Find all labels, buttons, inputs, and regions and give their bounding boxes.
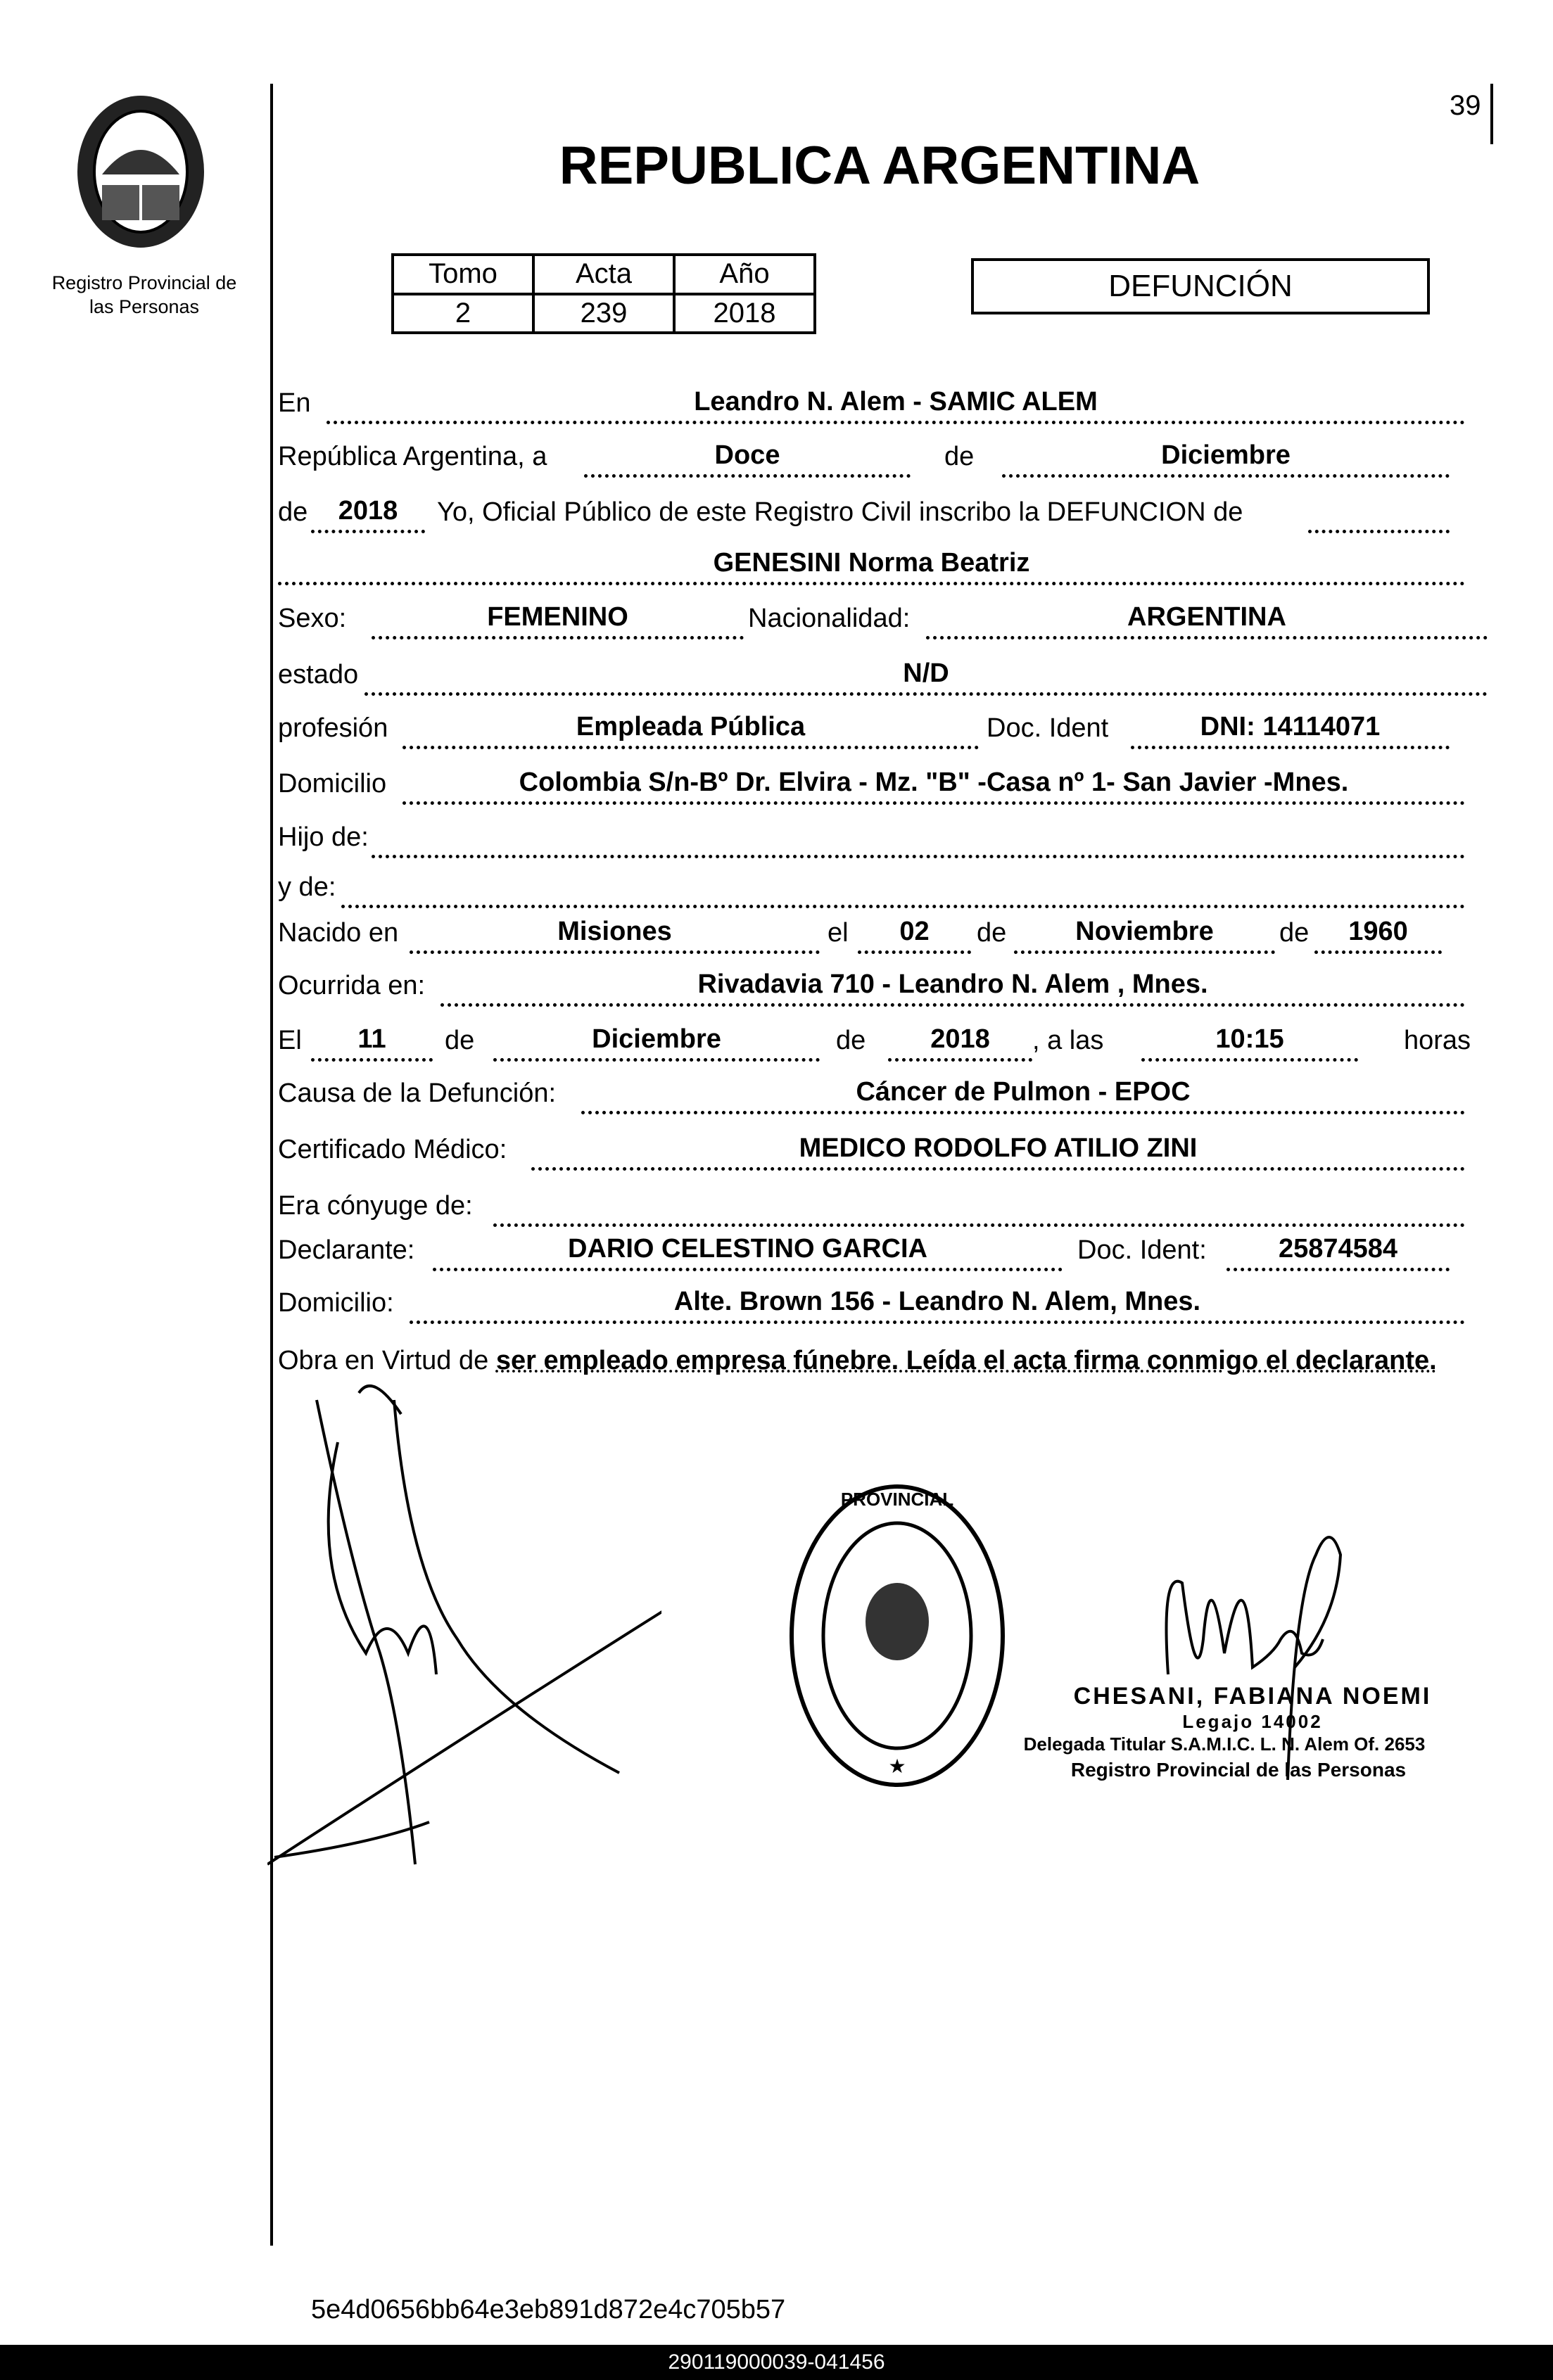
field-hijo [372,820,1465,858]
field-fallec-hora: 10:15 [1141,1023,1358,1062]
label-inscribo: Yo, Oficial Público de este Registro Civil inscribo la DEFUNCION de [437,497,1243,527]
field-place: Leandro N. Alem - SAMIC ALEM [327,386,1465,424]
row-declarante-domicilio [0,1285,1553,1328]
field-declarante: DARIO CELESTINO GARCIA [433,1233,1063,1271]
row-profesion [0,711,1553,753]
label-declarante: Declarante: [278,1235,415,1265]
registry-name-line1: Registro Provincial de [51,272,237,293]
document-type-box: DEFUNCIÓN [971,258,1430,314]
right-margin-tick [1490,84,1493,144]
official-legajo: Legajo 14002 [1182,1711,1323,1732]
label-declarante-doc: Doc. Ident: [1077,1235,1207,1265]
field-domicilio: Colombia S/n-Bº Dr. Elvira - Mz. "B" -Casa nº 1- San Javier -Mnes. [402,766,1465,805]
row-certificado [0,1132,1553,1174]
value-tomo: 2 [393,294,533,333]
field-sexo: FEMENINO [372,601,744,639]
field-nacido-dia: 02 [858,915,971,954]
header-anio: Año [674,255,815,294]
row-nacido [0,915,1553,957]
row-yde [0,870,1553,912]
label-de: de [977,918,1007,948]
registry-name-line2: las Personas [89,296,200,317]
registry-stamp [785,1477,1010,1794]
row-fecha-defuncion [0,1023,1553,1065]
row-conyuge [0,1188,1553,1230]
header-tomo: Tomo [393,255,533,294]
label-obra: Obra en Virtud de [278,1346,489,1375]
label-hijo: Hijo de: [278,822,369,852]
field-year: 2018 [311,495,425,533]
label-yde: y de: [278,872,336,902]
field-declarante-domicilio: Alte. Brown 156 - Leandro N. Alem, Mnes. [410,1285,1465,1324]
field-causa: Cáncer de Pulmon - EPOC [581,1076,1465,1114]
field-deceased-name: GENESINI Norma Beatriz [278,547,1465,585]
label-de: de [836,1026,866,1055]
official-name: CHESANI, FABIANA NOEMI [1073,1683,1432,1710]
official-registry: Registro Provincial de las Personas [1070,1759,1407,1781]
field-ocurrida: Rivadavia 710 - Leandro N. Alem , Mnes. [440,968,1465,1007]
field-estado: N/D [365,657,1488,696]
svg-text:★: ★ [888,1755,906,1777]
label-conyuge: Era cónyuge de: [278,1191,473,1221]
label-de: de [445,1026,475,1055]
row-domicilio [0,766,1553,808]
row-ocurrida [0,968,1553,1010]
field-nacido-lugar: Misiones [410,915,820,954]
field-month: Diciembre [1002,439,1450,478]
row-sex [0,601,1553,643]
label-causa: Causa de la Defunción: [278,1078,557,1108]
label-nacido: Nacido en [278,918,399,948]
label-declarante-domicilio: Domicilio: [278,1288,394,1318]
field-day: Doce [584,439,911,478]
field-fallec-anio: 2018 [888,1023,1032,1062]
declarant-signature [267,1358,661,1921]
label-de: de [278,497,308,527]
field-declarante-doc: 25874584 [1226,1233,1450,1271]
page-number: 39 [1450,90,1481,121]
row-estado [0,657,1553,699]
label-certificado: Certificado Médico: [278,1135,507,1164]
row-year [0,495,1553,537]
field-yde [341,870,1465,908]
official-title: Delegada Titular S.A.M.I.C. L. N. Alem Of. 2653 [1023,1733,1426,1755]
barcode-bar: 290119000039-041456 [0,2345,1553,2380]
field-nacionalidad: ARGENTINA [926,601,1488,639]
row-declarante [0,1233,1553,1275]
header-acta: Acta [533,255,674,294]
value-acta: 239 [533,294,674,333]
label-en: En [278,388,311,418]
field-fallec-mes: Diciembre [493,1023,820,1062]
label-ocurrida: Ocurrida en: [278,971,426,1000]
field-obra: ser empleado empresa fúnebre. Leída el acta firma conmigo el declarante. [495,1346,1437,1375]
row-en [0,386,1553,428]
row-name [0,547,1553,589]
label-domicilio: Domicilio [278,769,387,798]
svg-text:PROVINCIAL: PROVINCIAL [840,1489,954,1510]
label-de: de [944,442,975,471]
row-causa [0,1076,1553,1118]
field-nacido-mes: Noviembre [1014,915,1275,954]
registry-name [35,271,253,319]
value-anio: 2018 [674,294,815,333]
field-doc-ident: DNI: 14114071 [1131,711,1450,749]
page-title: REPUBLICA ARGENTINA [559,136,1200,196]
row-date [0,439,1553,481]
row-hijo [0,820,1553,862]
field-blank [1308,495,1450,533]
field-fallec-dia: 11 [311,1023,433,1062]
field-nacido-anio: 1960 [1314,915,1442,954]
label-nacionalidad: Nacionalidad: [748,604,911,633]
document-hash: 5e4d0656bb64e3eb891d872e4c705b57 [311,2295,786,2324]
label-a-las: , a las [1032,1026,1104,1055]
field-certificado: MEDICO RODOLFO ATILIO ZINI [531,1132,1465,1171]
label-estado: estado [278,660,359,689]
field-conyuge [493,1188,1465,1227]
label-profesion: profesión [278,713,388,743]
label-republica: República Argentina, a [278,442,547,471]
label-el: el [828,918,849,948]
field-profesion: Empleada Pública [402,711,979,749]
label-el: El [278,1026,302,1055]
province-seal-logo [67,90,215,253]
label-sexo: Sexo: [278,604,347,633]
label-horas: horas [1404,1026,1471,1055]
label-de: de [1279,918,1310,948]
label-doc-ident: Doc. Ident [987,713,1109,743]
registry-table [391,253,816,334]
